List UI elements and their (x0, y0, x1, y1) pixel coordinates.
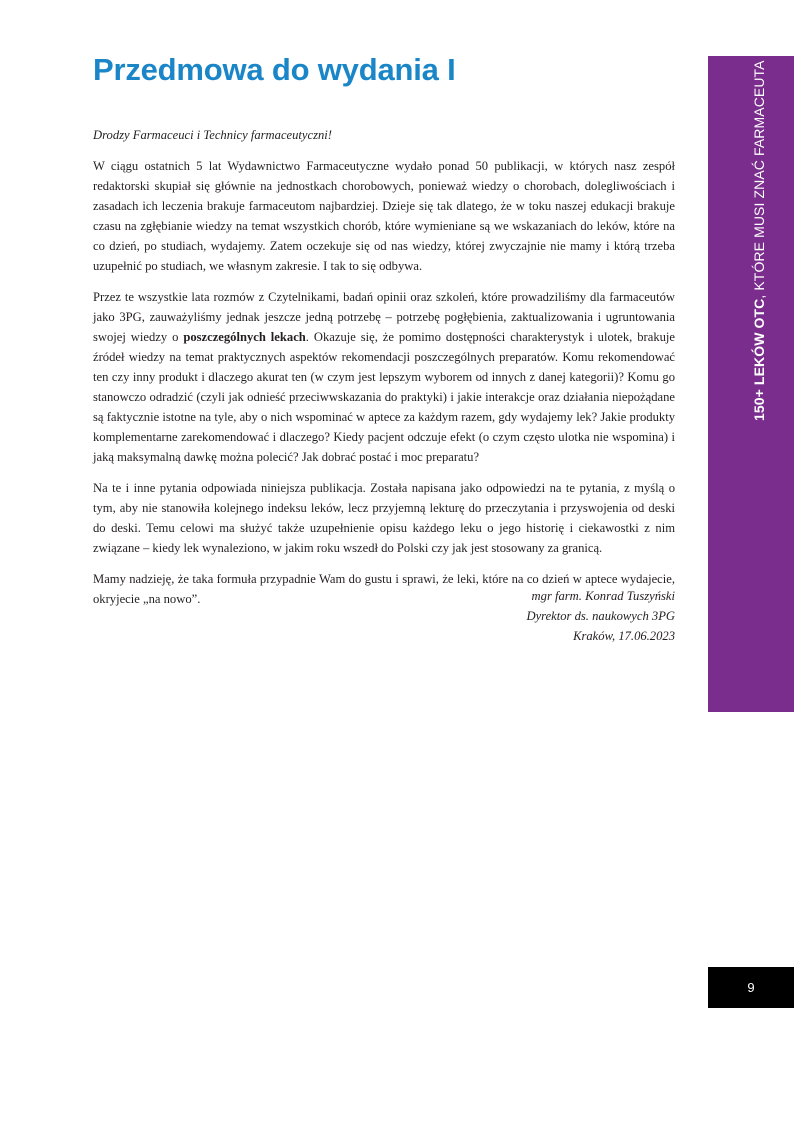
paragraph-2-part-1: Przez te wszystkie lata rozmów z Czytelnikami, badań opinii oraz szkoleń, które prowadziliśmy dla farmaceutów jako 3PG, zauważyliśmy jednak jeszcze jedną potrzebę – potrzebę pogłębienia, zaktualizowania i ugruntowania swojej wiedzy o (93, 289, 675, 344)
side-tab-title-bold: 150+ LEKÓW OTC (751, 298, 767, 421)
signature-block (380, 586, 675, 646)
paragraph-2-part-2: . Okazuje się, że pomimo dostępności charakterystyk i ulotek, brakuje źródeł wiedzy na temat praktycznych aspektów rekomendacji poszczególnych preparatów. Komu rekomendować ten czy inny produkt i dlaczego akurat ten (w czym jest lepszym wyborem od innych z danej kategorii)? Komu go stanowczo odradzić (czyli jak odnieść przeciwwskazania do praktyki) i jakie interakcje oraz działania niepożądane są faktycznie istotne na tyle, aby o nich wspominać w aptece za każdym razem, gdy wydajemy lek? Jakie produkty komplementarne zarekomendować i dlaczego? Kiedy pacjent odczuje efekt (o czym często ulotka nie wspomina) i jaką maksymalną dawkę można polecić? Jak dobrać postać i moc preparatu? (93, 329, 675, 465)
signature-position: Dyrektor ds. naukowych 3PG (526, 609, 675, 624)
page-title: Przedmowa do wydania I (93, 52, 456, 87)
side-tab-title (751, 60, 767, 421)
paragraph-2 (93, 287, 675, 468)
page-number-box (708, 967, 794, 1008)
page-number: 9 (747, 980, 755, 995)
body-text (93, 125, 675, 620)
signature-place-date: Kraków, 17.06.2023 (573, 629, 675, 644)
signature-name: mgr farm. Konrad Tuszyński (531, 589, 675, 603)
salutation: Drodzy Farmaceuci i Technicy farmaceutyczni! (93, 128, 332, 142)
paragraph-1: W ciągu ostatnich 5 lat Wydawnictwo Farmaceutyczne wydało ponad 50 publikacji, w których nasz zespół redaktorski skupiał się głównie na jednostkach chorobowych, ponieważ wiedzy o chorobach, dolegliwościach i zasadach ich leczenia brakuje farmaceutom najbardziej. Dzieje się tak dlatego, że w toku naszej edukacji brakuje czasu na zgłębianie wiedzy na temat wszystkich chorób, które wymieniane są we wskazaniach do leków, które na co dzień, po studiach, wydajemy. Zatem oczekuje się od nas wiedzy, której zwyczajnie nie mamy i którą trzeba uzupełnić po studiach, we własnym zakresie. I tak to się odbywa. (93, 158, 675, 274)
paragraph-4: Mamy nadzieję, że taka formuła przypadnie Wam do gustu i sprawi, że leki, które na co dzień w aptece wydajecie, okryjecie „na nowo”. (93, 571, 675, 606)
side-tab-title-rest: , KTÓRE MUSI ZNAĆ FARMACEUTA (751, 60, 767, 299)
paragraph-3: Na te i inne pytania odpowiada niniejsza publikacja. Została napisana jako odpowiedzi na te pytania, z myślą o tym, aby nie stanowiła kolejnego indeksu leków, lecz przyjemną lekturę do przeczytania i przyswojenia od deski do deski. Temu celowi ma służyć także uzupełnienie opisu każdego leku o jego historię i ciekawostki z nim związane – kiedy lek wynaleziono, w jakim roku wszedł do Polski czy jak jest stosowany za granicą. (93, 481, 675, 556)
paragraph-2-bold: poszczególnych lekach (183, 329, 306, 344)
